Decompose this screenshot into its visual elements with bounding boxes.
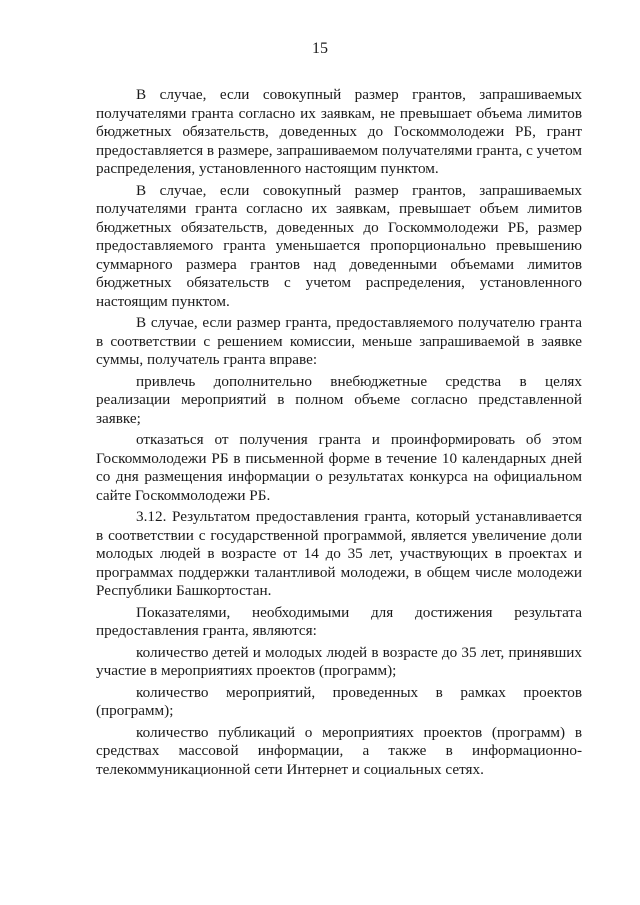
list-item: привлечь дополнительно внебюджетные средства в целях реализации мероприятий в полном объеме согласно представленной заявке; — [96, 372, 582, 427]
paragraph: В случае, если совокупный размер грантов, запрашиваемых получателями гранта согласно их заявкам, не превышает объема лимитов бюджетных обязательств, доведенных до Госкоммолодежи РБ, грант предоставляется в размере, запрашиваемом получателями гранта, с учетом распределения, установленного настоящим пунктом. — [96, 86, 582, 177]
paragraph: Показателями, необходимыми для достижения результата предоставления гранта, являются: — [96, 603, 582, 639]
list-item: количество детей и молодых людей в возрасте до 35 лет, принявших участие в мероприятиях проектов (программ); — [96, 643, 582, 679]
list-item: отказаться от получения гранта и проинформировать об этом Госкоммолодежи РБ в письменной форме в течение 10 календарных дней со дня размещения информации о результатах конкурса на официальном сайте Госкоммолодежи РБ. — [96, 431, 582, 504]
list-item: количество мероприятий, проведенных в рамках проектов (программ); — [96, 683, 582, 719]
body-text — [96, 86, 582, 782]
paragraph: В случае, если совокупный размер грантов, запрашиваемых получателями гранта согласно их заявкам, превышает объем лимитов бюджетных обязательств, доведенных до Госкоммолодежи РБ, размер предоставляемого гранта уменьшается пропорционально превышению суммарного размера грантов над доведенными объемами лимитов бюджетных обязательств с учетом распределения, установленного настоящим пунктом. — [96, 181, 582, 310]
paragraph: 3.12. Результатом предоставления гранта, который устанавливается в соответствии с государственной программой, является увеличение доли молодых людей в возрасте от 14 до 35 лет, участвующих в проектах и программах поддержки талантливой молодежи, в общем числе молодежи Республики Башкортостан. — [96, 508, 582, 599]
page-number: 15 — [312, 40, 328, 57]
paragraph: В случае, если размер гранта, предоставляемого получателю гранта в соответствии с решением комиссии, меньше запрашиваемой в заявке суммы, получатель гранта вправе: — [96, 314, 582, 368]
list-item: количество публикаций о мероприятиях проектов (программ) в средствах массовой информации, а также в информационно-телекоммуникационной сети Интернет и социальных сетях. — [96, 723, 582, 778]
